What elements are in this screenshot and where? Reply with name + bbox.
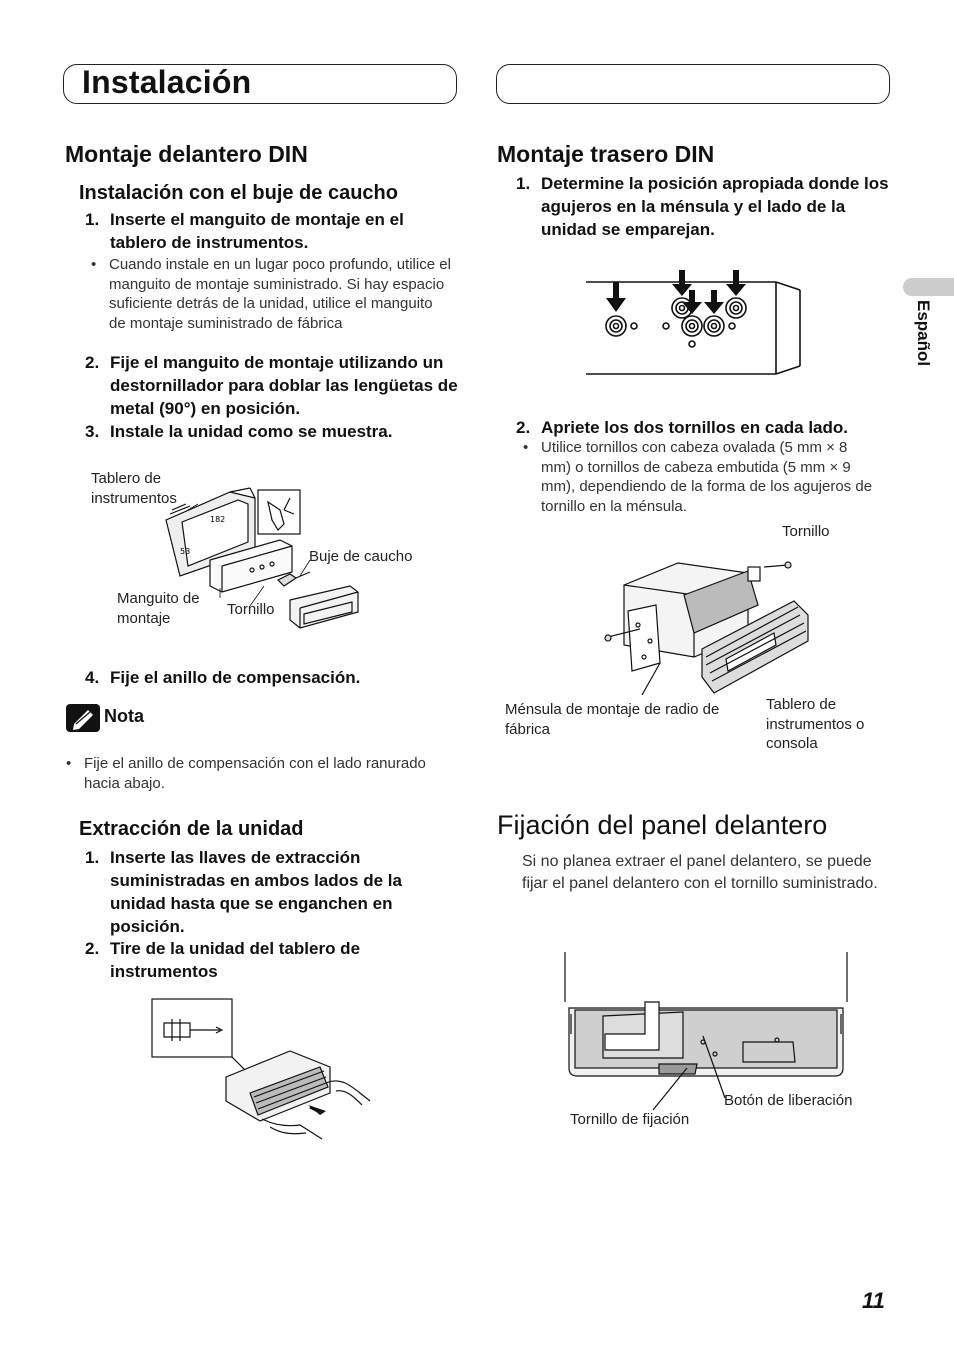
note-icon [66, 704, 100, 732]
step-text: Tire de la unidad del tablero de instrumentos [110, 939, 361, 981]
label-bushing: Buje de caucho [309, 548, 413, 565]
step-3: 3. Instale la unidad como se muestra. [85, 420, 457, 443]
step-4: 4. Fije el anillo de compensación. [85, 666, 457, 689]
bullet-shallow: • Cuando instale en un lugar poco profundo, utilice el manguito de montaje suministrado. Si hay espacio suficiente detrás de la unidad, utilice el manguito de montaje suministrado de fábrica [91, 256, 451, 332]
side-tab [903, 278, 954, 296]
subsection-removal: Extracción de la unidad [79, 818, 304, 840]
step-text: Fije el anillo de compensación. [110, 668, 361, 687]
step-number: 1. [85, 210, 100, 229]
step-text: Inserte las llaves de extracción suministradas en ambos lados de la unidad hasta que se enganchen en posición. [110, 848, 402, 936]
label-dashboard: Tablero de instrumentos [91, 470, 177, 507]
step-text: Fije el manguito de montaje utilizando un destornillador para doblar las lengüetas de metal (90°) en posición. [110, 353, 458, 418]
rear-step-1: 1. Determine la posición apropiada donde los agujeros en la ménsula y el lado de la unidad se emparejan. [516, 172, 896, 241]
mark-53: 53 [180, 547, 191, 556]
label-console: Tablero de instrumentos o consola [766, 696, 865, 752]
section-title-front-din: Montaje delantero DIN [65, 141, 308, 167]
title-box-right [496, 64, 890, 104]
page-number: 11 [862, 1288, 885, 1313]
note-bullet: • Fije el anillo de compensación con el lado ranurado hacia abajo. [66, 755, 426, 792]
step-1 [85, 208, 457, 254]
removal-step-1: 1. Inserte las llaves de extracción suministradas en ambos lados de la unidad hasta que se enganchen en posición. [85, 846, 457, 938]
rear-bullet: • Utilice tornillos con cabeza ovalada (5 mm × 8 mm) o tornillos de cabeza embutida (5 mm × 9 mm), dependiendo de la forma de los agujeros de tornillo en la ménsula. [523, 438, 878, 516]
label-fix-screw: Tornillo de fijación [570, 1111, 690, 1128]
side-language-label: Español [914, 300, 933, 367]
label-rear-screw: Tornillo [782, 523, 830, 540]
front-mount-illustration [160, 480, 380, 650]
label-screw: Tornillo [227, 601, 275, 618]
step-text: Inserte el manguito de montaje en el tablero de instrumentos. [110, 210, 404, 252]
bracket-holes-illustration [586, 270, 802, 376]
page-title: Instalación [82, 64, 252, 100]
section-title-front-panel: Fijación del panel delantero [497, 810, 828, 840]
note-title: Nota [104, 706, 144, 726]
bullet-text: Cuando instale en un lugar poco profundo, utilice el manguito de montaje suministrado. Si hay espacio suficiente detrás de la unidad, utilice el manguito de montaje suministrado de fábrica [109, 256, 451, 332]
removal-illustration [150, 997, 380, 1147]
front-panel-text: Si no planea extraer el panel delantero, se puede fijar el panel delantero con el tornillo suministrado. [522, 853, 878, 892]
step-text: Apriete los dos tornillos en cada lado. [541, 418, 849, 437]
note-text: Fije el anillo de compensación con el lado ranurado hacia abajo. [84, 755, 426, 792]
mark-182: 182 [210, 515, 226, 524]
section-title-rear-din: Montaje trasero DIN [497, 141, 715, 167]
bullet-text: Utilice tornillos con cabeza ovalada (5 mm × 8 mm) o tornillos de cabeza embutida (5 mm × 9 mm), dependiendo de la forma de los agujeros de tornillo en la ménsula. [541, 439, 873, 515]
front-panel-illustration [563, 950, 849, 1100]
step-text: Instale la unidad como se muestra. [110, 422, 393, 441]
removal-step-2: 2. Tire de la unidad del tablero de instrumentos [85, 937, 457, 983]
label-release-button: Botón de liberación [724, 1092, 853, 1109]
step-2: 2. Fije el manguito de montaje utilizando un destornillador para doblar las lengüetas de metal (90°) en posición. [85, 351, 463, 420]
step-text: Determine la posición apropiada donde los agujeros en la ménsula y el lado de la unidad se emparejan. [541, 174, 889, 239]
label-bracket: Ménsula de montaje de radio de fábrica [505, 701, 720, 738]
rear-step-2: 2. Apriete los dos tornillos en cada lado. [516, 416, 896, 439]
subsection-rubber-bushing: Instalación con el buje de caucho [79, 182, 398, 204]
label-sleeve: Manguito de montaje [117, 590, 200, 627]
rear-mount-illustration [598, 545, 808, 705]
